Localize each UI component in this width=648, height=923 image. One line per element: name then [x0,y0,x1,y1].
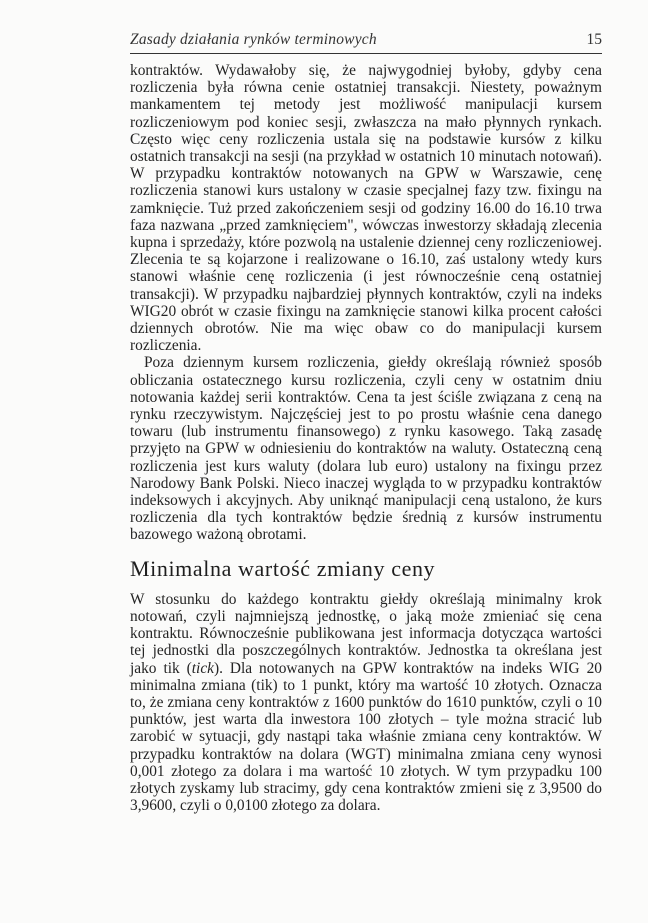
page-number: 15 [586,31,602,48]
paragraph-minimum-tick [130,591,602,815]
paragraph-final-settlement: Poza dziennym kursem rozliczenia, giełdy określają również sposób obliczania ostatecznego kursu rozliczenia, czyli ceny w ostatnim dniu notowania każdej serii kontraktów. Cena ta jest ściśle związana z ceną na rynku rzeczywistym. Najczęściej jest to po prostu właśnie cena danego towaru (lub instrumentu finansowego) z rynku kasowego. Taką zasadę przyjęto na GPW w odniesieniu do kontraktów na waluty. Ostateczną ceną rozliczenia jest kurs waluty (dolara lub euro) ustalony na fixingu przez Narodowy Bank Polski. Nieco inaczej wygląda to w przypadku kontraktów indeksowych i akcyjnych. Aby uniknąć manipulacji ceną ustalono, że kurs rozliczenia dla tych kontraktów będzie średnią z kursów instrumentu bazowego ważoną obrotami. [130,354,602,544]
body-text [130,62,602,814]
paragraph-text-end: ). Dla notowanych na GPW kontraktów na indeks WIG 20 minimalna zmiana (tik) to 1 punkt, który ma wartość 10 złotych. Oznacza to, że zmiana ceny kontraktów z 1600 punktów do 1610 punktów, czyli o 10 punktów, jest warta dla inwestora 100 złotych – tyle można stracić lub zarobić w sytuacji, gdy nastąpi taka właśnie zmiana ceny kontraktów. W przypadku kontraktów na dolara (WGT) minimalna zmiana ceny wynosi 0,001 złotego za dolara i ma wartość 10 złotych. W tym przypadku 100 złotych zyskamy lub stracimy, gdy cena kontraktów zmieni się z 3,9500 do 3,9600, czyli o 0,0100 złotego za dolara. [130,659,602,815]
section-heading: Minimalna wartość zmiany ceny [130,555,436,581]
running-header [130,31,602,54]
header-title: Zasady działania rynków terminowych [130,31,377,48]
paragraph-text-start: W stosunku do każdego kontraktu giełdy określają minimalny krok notowań, czyli najmniejszą jednostkę, o jaką może zmieniać się cena kontraktu. Równocześnie publikowana jest informacja dotycząca wartości tej jednostki dla poszczególnych kontraktów. Jednostka ta określana jest jako tik ( [130,590,602,677]
tick-term: tick [191,659,214,677]
paragraph-settlement-price: kontraktów. Wydawałoby się, że najwygodniej byłoby, gdyby cena rozliczenia była równa cenie ostatniej transakcji. Niestety, poważnym mankamentem tej metody jest możliwość manipulacji kursem rozliczeniowym pod koniec sesji, zwłaszcza na mało płynnych rynkach. Często więc ceny rozliczenia ustala się na podstawie kursów z kilku ostatnich transakcji na sesji (na przykład w ostatnich 10 minutach notowań). W przypadku kontraktów notowanych na GPW w Warszawie, cenę rozliczenia stanowi kurs ustalony w czasie specjalnej fazy tzw. fixingu na zamknięcie. Tuż przed zakończeniem sesji od godziny 16.00 do 16.10 trwa faza nazwana „przed zamknięciem", wówczas inwestorzy składają zlecenia kupna i sprzedaży, które pozwolą na ustalenie dziennej ceny rozliczeniowej. Zlecenia te są kojarzone i realizowane o 16.10, zaś ustalony wtedy kurs stanowi właśnie cenę rozliczenia (i jest równocześnie ceną ostatniej transakcji). W przypadku najbardziej płynnych kontraktów, czyli na indeks WIG20 obrót w czasie fixingu na zamknięcie stanowi kilka procent całości dziennych obrotów. Nie ma więc obaw co do manipulacji kursem rozliczenia. [130,62,602,355]
